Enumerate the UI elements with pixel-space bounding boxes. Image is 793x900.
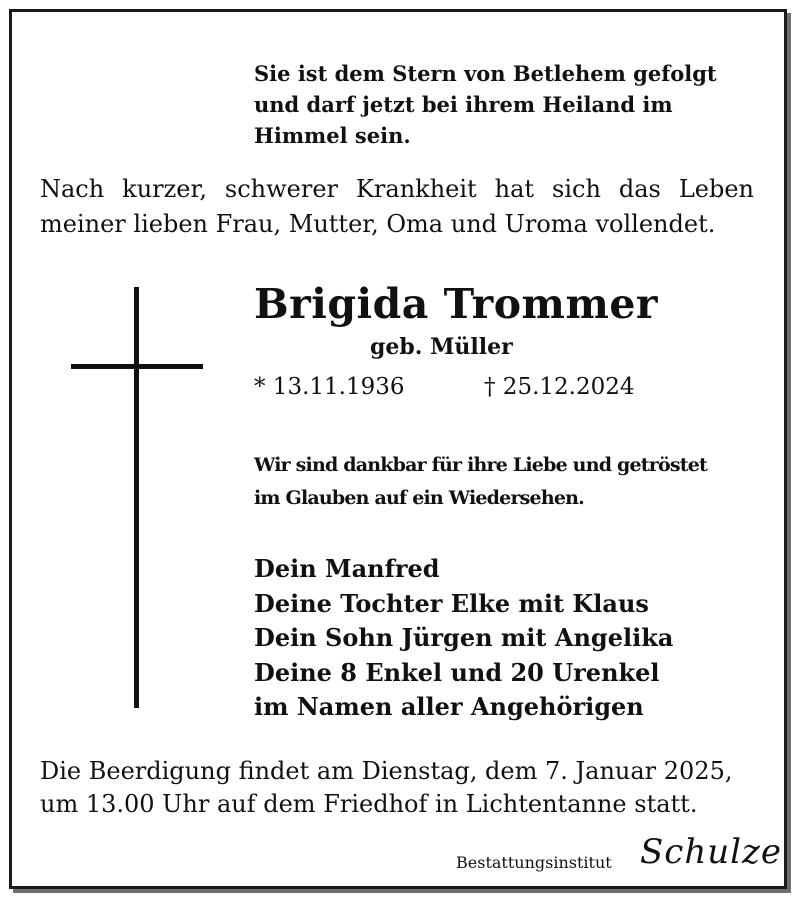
cross-icon: [134, 287, 139, 708]
intro-text: [40, 172, 754, 242]
gratitude-line: Wir sind dankbar für ihre Liebe und getröstet: [254, 454, 707, 476]
birth-date: * 13.11.1936: [254, 374, 405, 400]
funeral-line: um 13.00 Uhr auf dem Friedhof in Lichtentanne statt.: [40, 790, 698, 818]
mourner-line: Dein Manfred: [254, 554, 440, 583]
bible-verse: [254, 58, 717, 151]
intro-line: Nach kurzer, schwerer Krankheit hat sich das Leben: [40, 175, 754, 203]
mourner-line: Deine Tochter Elke mit Klaus: [254, 588, 649, 618]
intro-line: meiner lieben Frau, Mutter, Oma und Uroma vollendet.: [40, 210, 716, 238]
mourner-line: Deine 8 Enkel und 20 Urenkel: [254, 657, 660, 687]
undertaker-signature-logo: Schulze: [640, 832, 783, 872]
gratitude-line: im Glauben auf ein Wiedersehen.: [254, 487, 584, 509]
maiden-name: geb. Müller: [370, 334, 513, 360]
verse-line: Sie ist dem Stern von Betlehem gefolgt: [254, 61, 717, 86]
mourners-list: [254, 552, 673, 725]
deceased-name: Brigida Trommer: [254, 280, 659, 328]
undertaker-label: Bestattungsinstitut: [456, 853, 612, 872]
gratitude-text: [254, 449, 707, 515]
verse-line: Himmel sein.: [254, 123, 411, 148]
mourner-line: im Namen aller Angehörigen: [254, 692, 644, 721]
death-date: † 25.12.2024: [484, 374, 635, 400]
cross-icon-bar: [71, 364, 203, 369]
mourner-line: Dein Sohn Jürgen mit Angelika: [254, 623, 674, 652]
verse-line: und darf jetzt bei ihrem Heiland im: [254, 92, 673, 117]
funeral-line: Die Beerdigung findet am Dienstag, dem 7. Januar 2025,: [40, 757, 733, 785]
funeral-notice: [40, 755, 732, 821]
